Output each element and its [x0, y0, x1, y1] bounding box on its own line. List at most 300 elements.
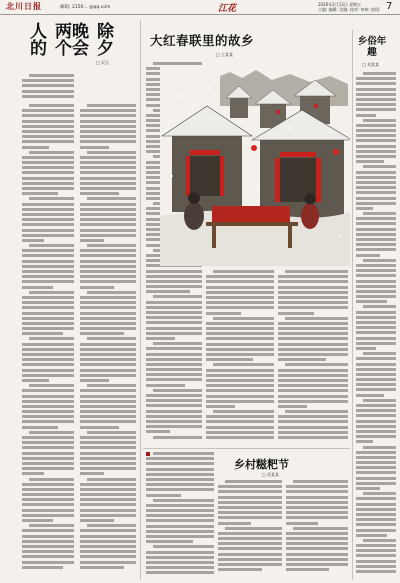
text-line — [80, 550, 136, 553]
text-line — [278, 337, 348, 340]
text-line — [146, 519, 214, 522]
text-line — [356, 93, 396, 96]
text-line — [146, 327, 202, 330]
text-line — [146, 280, 202, 283]
text-line — [22, 187, 74, 190]
bottom-article-body-col2 — [218, 480, 282, 577]
text-line — [80, 146, 109, 149]
text-line — [218, 501, 282, 504]
text-line — [80, 509, 136, 512]
text-line — [225, 527, 282, 530]
text-line — [22, 343, 74, 346]
text-line — [218, 553, 282, 556]
text-line — [356, 228, 396, 231]
text-line — [153, 499, 214, 502]
text-line — [356, 544, 396, 547]
text-line — [278, 280, 348, 283]
text-line — [80, 561, 136, 564]
text-line — [356, 508, 396, 511]
text-line — [356, 108, 396, 111]
text-line — [356, 523, 396, 526]
text-line — [286, 537, 348, 540]
text-line — [22, 301, 74, 304]
text-line — [356, 269, 396, 272]
text-line — [356, 160, 384, 163]
text-line — [80, 322, 136, 325]
text-line — [146, 483, 214, 486]
text-line — [80, 239, 104, 242]
text-line — [22, 540, 74, 543]
text-line — [153, 452, 214, 455]
text-line — [286, 496, 348, 499]
text-line — [218, 547, 282, 550]
text-line — [363, 259, 396, 262]
text-line — [278, 312, 314, 315]
text-line — [356, 103, 396, 106]
text-line — [278, 379, 348, 382]
text-line — [356, 409, 396, 412]
text-line — [356, 368, 396, 371]
text-line — [213, 270, 274, 273]
bottom-article-body-col1 — [146, 452, 214, 577]
text-line — [356, 466, 396, 469]
text-line — [80, 166, 136, 169]
text-line — [80, 441, 136, 444]
text-line — [80, 369, 136, 372]
text-line — [356, 435, 396, 438]
text-line — [356, 197, 396, 200]
text-line — [22, 467, 74, 470]
text-line — [80, 535, 136, 538]
text-line — [80, 114, 136, 117]
text-line — [22, 156, 74, 159]
text-line — [80, 161, 136, 164]
text-line — [356, 373, 396, 376]
text-line — [146, 347, 202, 350]
text-line — [22, 503, 74, 506]
text-line — [286, 516, 348, 519]
text-line — [146, 363, 202, 366]
text-line — [22, 348, 74, 351]
text-line — [278, 322, 348, 325]
text-line — [80, 218, 136, 221]
text-line — [80, 254, 136, 257]
text-line — [29, 524, 74, 527]
text-line — [80, 566, 124, 569]
text-line — [22, 550, 74, 553]
text-line — [146, 301, 202, 304]
text-line — [80, 249, 136, 252]
text-line — [22, 509, 74, 512]
text-line — [22, 452, 74, 455]
text-line — [146, 410, 202, 413]
text-line — [146, 337, 175, 340]
text-line — [22, 208, 74, 211]
text-line — [356, 482, 396, 485]
text-line — [286, 506, 348, 509]
text-line — [356, 331, 396, 334]
text-line — [356, 321, 396, 324]
text-line — [356, 222, 396, 225]
text-line — [146, 468, 214, 471]
text-line — [22, 322, 74, 325]
text-line — [363, 446, 396, 449]
text-line — [278, 426, 348, 429]
text-line — [356, 497, 396, 500]
text-line — [22, 457, 74, 460]
text-line — [286, 568, 329, 571]
text-line — [278, 420, 348, 423]
text-line — [22, 426, 58, 429]
text-line — [22, 229, 74, 232]
section-rule — [143, 448, 350, 449]
text-line — [293, 527, 348, 530]
text-line — [80, 415, 136, 418]
text-line — [363, 119, 396, 122]
text-line — [363, 539, 396, 542]
text-line — [80, 177, 136, 180]
text-line — [22, 182, 74, 185]
left-article-title-line2: 除夕晚会 — [68, 22, 113, 56]
text-line — [206, 353, 274, 356]
text-line — [218, 563, 282, 566]
text-line — [356, 554, 396, 557]
text-line — [80, 483, 136, 486]
text-line — [80, 203, 136, 206]
text-line — [356, 394, 384, 397]
text-line — [22, 400, 74, 403]
text-line — [22, 353, 74, 356]
text-line — [206, 389, 274, 392]
text-line — [356, 155, 396, 158]
text-line — [356, 280, 396, 283]
text-line — [278, 275, 348, 278]
bottom-article-body-col3 — [286, 480, 348, 577]
text-line — [146, 571, 214, 574]
text-line — [146, 494, 181, 497]
editor-credits: 主编: 编辑: 美编: 校对: 审核: 值班: — [318, 7, 381, 12]
section-marker — [146, 452, 150, 456]
text-line — [146, 290, 190, 293]
text-line — [22, 114, 74, 117]
text-line — [206, 312, 241, 315]
text-line — [146, 285, 202, 288]
text-line — [278, 415, 348, 418]
text-line — [286, 511, 348, 514]
text-line — [153, 436, 202, 439]
text-line — [80, 156, 136, 159]
text-line — [22, 171, 74, 174]
left-article-headline — [24, 22, 128, 72]
text-line — [22, 218, 74, 221]
issue-date: 2026年2月13日 星期五 — [318, 2, 362, 7]
text-line — [80, 317, 136, 320]
text-line — [206, 426, 274, 429]
text-line — [356, 82, 396, 85]
text-line — [80, 223, 136, 226]
text-line — [22, 379, 49, 382]
text-line — [278, 395, 348, 398]
text-line — [206, 369, 274, 372]
text-line — [80, 187, 136, 190]
text-line — [286, 485, 348, 488]
text-line — [213, 410, 274, 413]
text-line — [286, 522, 318, 525]
text-line — [206, 395, 274, 398]
text-line — [278, 327, 348, 330]
text-line — [80, 374, 136, 377]
text-line — [22, 561, 74, 564]
text-line — [22, 472, 44, 475]
text-line — [146, 368, 202, 371]
text-line — [22, 140, 74, 143]
text-line — [22, 286, 53, 289]
text-line — [206, 358, 253, 361]
text-line — [356, 191, 396, 194]
text-line — [146, 566, 214, 569]
text-line — [22, 498, 74, 501]
text-line — [356, 124, 396, 127]
text-line — [22, 234, 74, 237]
text-line — [285, 410, 348, 413]
text-line — [278, 405, 307, 408]
text-line — [146, 530, 214, 533]
text-line — [356, 238, 396, 241]
text-line — [80, 420, 136, 423]
text-line — [80, 306, 136, 309]
text-line — [356, 560, 396, 563]
snowy-village-painting — [160, 66, 350, 266]
text-line — [146, 415, 202, 418]
text-line — [80, 457, 136, 460]
text-line — [146, 551, 214, 554]
text-line — [87, 291, 136, 294]
text-line — [356, 264, 396, 267]
text-line — [356, 88, 396, 91]
text-line — [22, 519, 53, 522]
text-line — [80, 332, 124, 335]
text-line — [22, 90, 74, 93]
text-line — [213, 363, 274, 366]
text-line — [363, 165, 396, 168]
text-line — [80, 208, 136, 211]
text-line — [285, 317, 348, 320]
masthead — [0, 0, 400, 15]
text-line — [22, 95, 74, 98]
text-line — [80, 503, 136, 506]
text-line — [285, 363, 348, 366]
text-line — [87, 337, 136, 340]
text-line — [206, 291, 274, 294]
text-line — [356, 300, 387, 303]
text-line — [206, 431, 274, 434]
text-line — [286, 547, 348, 550]
text-line — [87, 151, 136, 154]
text-line — [80, 358, 136, 361]
text-line — [80, 462, 136, 465]
text-line — [146, 525, 214, 528]
text-line — [87, 431, 136, 434]
text-line — [87, 384, 136, 387]
text-line — [80, 135, 136, 138]
text-line — [278, 436, 348, 439]
text-line — [146, 316, 202, 319]
text-line — [22, 296, 74, 299]
text-line — [218, 511, 282, 514]
text-line — [22, 130, 74, 133]
text-line — [356, 529, 396, 532]
text-line — [213, 317, 274, 320]
text-line — [146, 404, 202, 407]
text-line — [206, 436, 274, 439]
text-line — [356, 311, 396, 314]
text-line — [153, 295, 202, 298]
text-line — [356, 347, 376, 350]
text-line — [22, 369, 74, 372]
text-line — [146, 535, 214, 538]
text-line — [87, 197, 136, 200]
text-line — [356, 570, 396, 573]
text-line — [29, 431, 74, 434]
text-line — [153, 389, 202, 392]
text-line — [285, 270, 348, 273]
text-line — [29, 197, 74, 200]
text-line — [80, 327, 136, 330]
text-line — [153, 342, 202, 345]
text-line — [80, 234, 136, 237]
text-line — [80, 410, 136, 413]
main-article-author: □ 王某某 — [216, 52, 234, 57]
column-rule — [352, 30, 353, 580]
text-line — [146, 378, 202, 381]
text-line — [356, 414, 396, 417]
text-line — [278, 374, 348, 377]
text-line — [80, 348, 136, 351]
text-line — [206, 296, 274, 299]
main-article-body-col2 — [206, 270, 274, 444]
text-line — [356, 134, 396, 137]
text-line — [218, 568, 262, 571]
text-line — [356, 477, 396, 480]
text-line — [146, 358, 202, 361]
text-line — [22, 275, 74, 278]
text-line — [22, 415, 74, 418]
text-line — [278, 384, 348, 387]
text-line — [218, 496, 282, 499]
text-line — [80, 343, 136, 346]
masthead-email: 邮箱: 2150... @qq.com — [60, 5, 111, 10]
text-line — [286, 501, 348, 504]
text-line — [356, 425, 396, 428]
text-line — [22, 441, 74, 444]
text-line — [278, 332, 348, 335]
text-line — [356, 461, 396, 464]
column-name: 江花 — [218, 4, 237, 14]
text-line — [22, 239, 44, 242]
text-line — [278, 431, 348, 434]
text-line — [278, 286, 348, 289]
text-line — [218, 506, 282, 509]
right-article-author: □ 刘某某 — [362, 62, 380, 67]
text-line — [80, 286, 114, 289]
text-line — [22, 545, 74, 548]
text-line — [80, 280, 136, 283]
text-line — [356, 202, 396, 205]
text-line — [80, 296, 136, 299]
text-line — [293, 480, 348, 483]
text-line — [22, 192, 58, 195]
text-line — [22, 529, 74, 532]
text-line — [356, 326, 396, 329]
text-line — [80, 229, 136, 232]
text-line — [278, 369, 348, 372]
text-line — [206, 337, 274, 340]
text-line — [80, 182, 136, 185]
text-line — [146, 311, 202, 314]
text-line — [80, 270, 136, 273]
text-line — [206, 384, 274, 387]
text-line — [22, 332, 63, 335]
text-line — [80, 275, 136, 278]
text-line — [356, 181, 396, 184]
text-line — [356, 254, 380, 257]
text-line — [356, 114, 376, 117]
text-line — [206, 400, 274, 403]
text-line — [278, 343, 348, 346]
text-line — [80, 488, 136, 491]
text-line — [363, 72, 396, 75]
text-line — [22, 363, 74, 366]
text-line — [356, 456, 396, 459]
text-line — [146, 504, 214, 507]
text-line — [22, 483, 74, 486]
text-line — [218, 490, 282, 493]
text-line — [80, 301, 136, 304]
text-line — [80, 379, 109, 382]
text-line — [146, 462, 214, 465]
text-line — [146, 332, 202, 335]
text-line — [22, 327, 74, 330]
text-line — [356, 388, 396, 391]
text-line — [218, 485, 282, 488]
text-line — [22, 249, 74, 252]
text-line — [218, 558, 282, 561]
text-line — [356, 207, 373, 210]
text-line — [22, 146, 49, 149]
text-line — [286, 490, 348, 493]
text-line — [22, 177, 74, 180]
text-line — [206, 332, 274, 335]
text-line — [278, 301, 348, 304]
text-line — [356, 77, 396, 80]
text-line — [146, 514, 214, 517]
text-line — [356, 248, 396, 251]
text-line — [22, 213, 74, 216]
text-line — [80, 446, 136, 449]
left-article-body-col1 — [22, 104, 74, 576]
text-line — [278, 348, 348, 351]
text-line — [29, 337, 74, 340]
text-line — [356, 549, 396, 552]
text-line — [29, 104, 74, 107]
text-line — [146, 473, 214, 476]
text-line — [22, 166, 74, 169]
text-line — [206, 374, 274, 377]
text-line — [22, 161, 74, 164]
text-line — [22, 420, 74, 423]
text-line — [22, 120, 74, 123]
text-line — [80, 436, 136, 439]
